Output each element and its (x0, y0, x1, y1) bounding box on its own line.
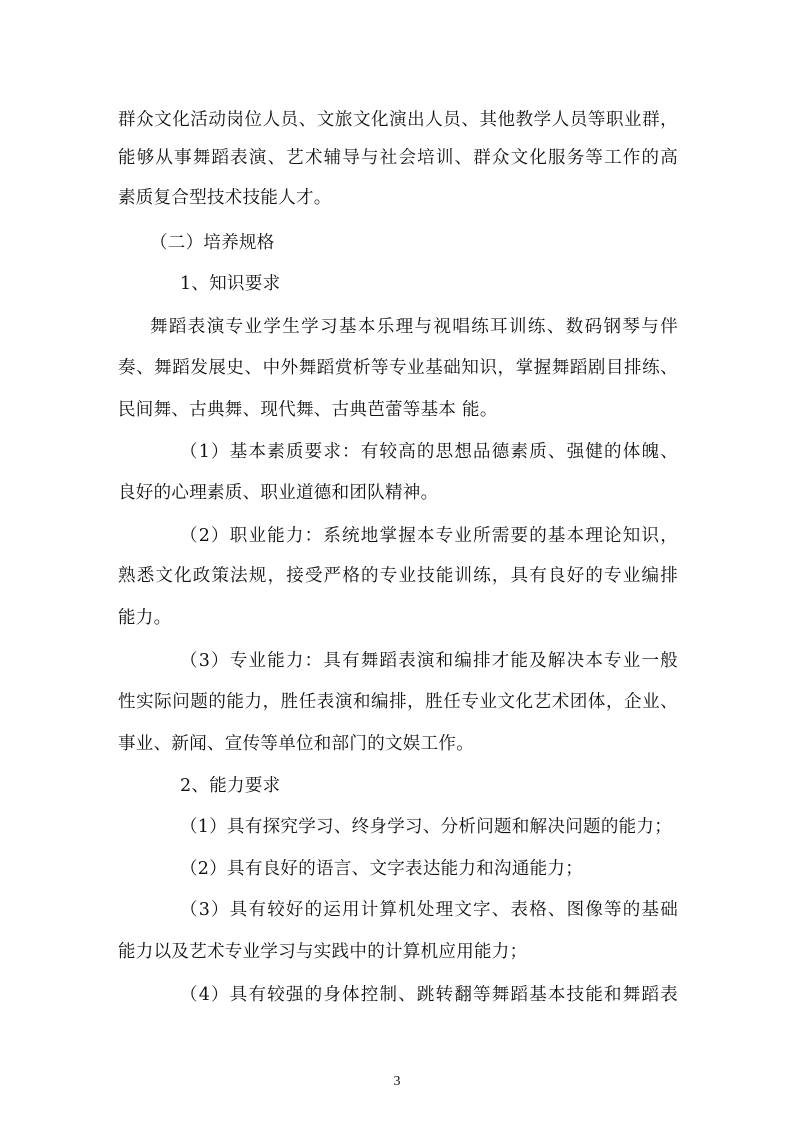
paragraph-line: 性实际问题的能力，胜任表演和编排，胜任专业文化艺术团体，企业、 (118, 692, 678, 712)
paragraph-line: 奏、舞蹈发展史、中外舞蹈赏析等专业基础知识，掌握舞蹈剧目排练、 (118, 358, 678, 378)
paragraph-line: 群众文化活动岗位人员、文旅文化演出人员、其他教学人员等职业群， (118, 110, 678, 130)
subsection-heading: 2、能力要求 (180, 776, 281, 796)
subsection-heading: 1、知识要求 (180, 274, 281, 294)
paragraph-line: （3）专业能力：具有舞蹈表演和编排才能及解决本专业一般 (180, 651, 678, 671)
section-heading: （二）培养规格 (150, 233, 275, 253)
list-item: （3）具有较好的运用计算机处理文字、表格、图像等的基础 (180, 900, 678, 920)
paragraph-line: 能力。 (118, 608, 172, 628)
paragraph-line: 素质复合型技术技能人才。 (118, 188, 332, 208)
paragraph-line: 能够从事舞蹈表演、艺术辅导与社会培训、群众文化服务等工作的高 (118, 148, 678, 168)
paragraph-line: 熟悉文化政策法规，接受严格的专业技能训练，具有良好的专业编排 (118, 566, 678, 586)
list-item: （4）具有较强的身体控制、跳转翻等舞蹈基本技能和舞蹈表 (180, 985, 678, 1005)
paragraph-line: 事业、新闻、宣传等单位和部门的文娱工作。 (118, 734, 474, 754)
list-item-continuation: 能力以及艺术专业学习与实践中的计算机应用能力； (118, 942, 528, 962)
list-item: （1）具有探究学习、终身学习、分析问题和解决问题的能力； (180, 817, 673, 837)
paragraph-line: 舞蹈表演专业学生学习基本乐理与视唱练耳训练、数码钢琴与伴 (150, 317, 678, 337)
paragraph-line: 民间舞、古典舞、现代舞、古典芭蕾等基本 能。 (118, 400, 498, 420)
paragraph-line: （2）职业能力：系统地掌握本专业所需要的基本理论知识， (180, 526, 678, 546)
page-number: 3 (393, 1074, 401, 1089)
paragraph-line: （1）基本素质要求：有较高的思想品德素质、强健的体魄、 (180, 442, 678, 462)
paragraph-line: 良好的心理素质、职业道德和团队精神。 (118, 483, 439, 503)
list-item: （2）具有良好的语言、文字表达能力和沟通能力； (180, 859, 584, 879)
